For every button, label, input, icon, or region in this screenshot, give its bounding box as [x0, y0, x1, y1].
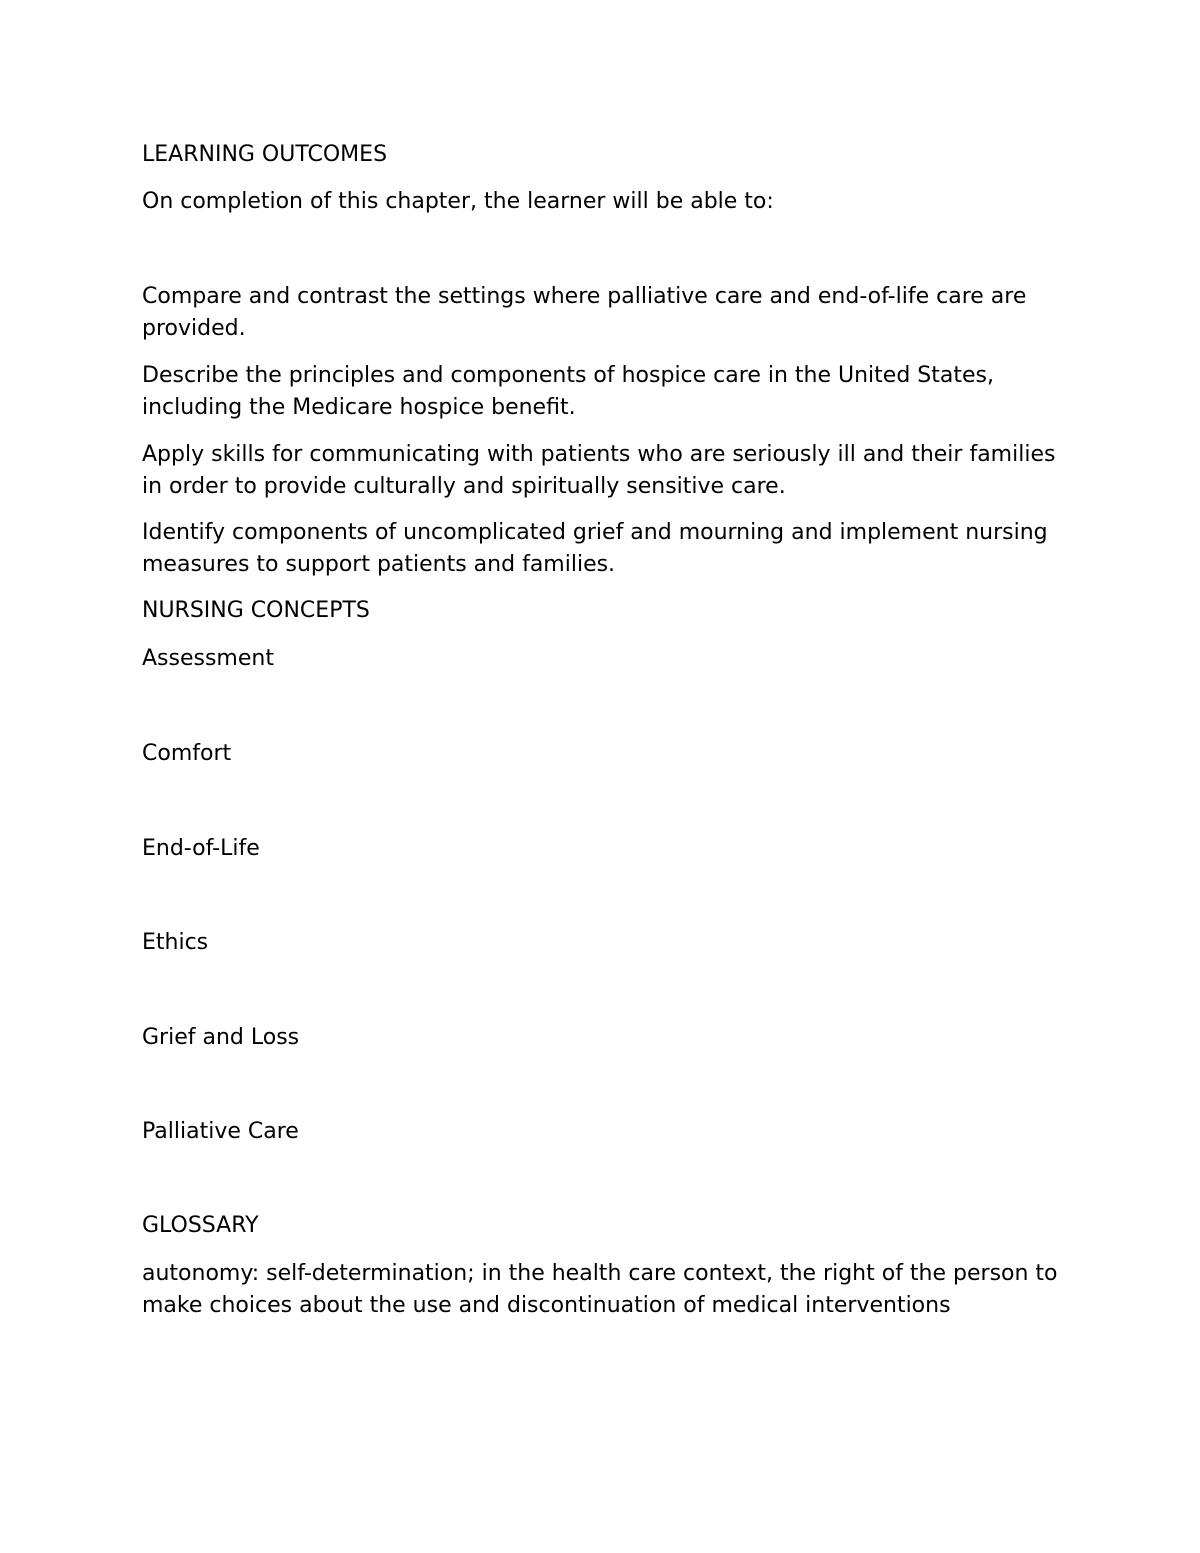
outcomes-intro: On completion of this chapter, the learner will be able to:	[142, 189, 774, 214]
concept-item: Grief and Loss	[142, 1025, 300, 1050]
concept-item: Comfort	[142, 741, 232, 766]
outcome-item: Compare and contrast the settings where palliative care and end-of-life care are provided.	[142, 284, 1027, 341]
glossary-heading: GLOSSARY	[142, 1213, 259, 1238]
nursing-concepts-heading: NURSING CONCEPTS	[142, 598, 370, 623]
outcome-item: Apply skills for communicating with patients who are seriously ill and their families in order to provide culturally and spiritually sensitive care.	[142, 442, 1056, 499]
concept-item: End-of-Life	[142, 836, 260, 861]
outcome-item: Identify components of uncomplicated grief and mourning and implement nursing measures to support patients and families.	[142, 520, 1048, 577]
concept-item: Palliative Care	[142, 1119, 299, 1144]
outcome-item: Describe the principles and components of hospice care in the United States, including the Medicare hospice benefit.	[142, 363, 994, 420]
glossary-entry: autonomy: self-determination; in the health care context, the right of the person to make choices about the use and discontinuation of medical interventions	[142, 1261, 1058, 1318]
learning-outcomes-heading: LEARNING OUTCOMES	[142, 142, 388, 167]
concept-item: Ethics	[142, 930, 209, 955]
concept-item: Assessment	[142, 646, 274, 671]
